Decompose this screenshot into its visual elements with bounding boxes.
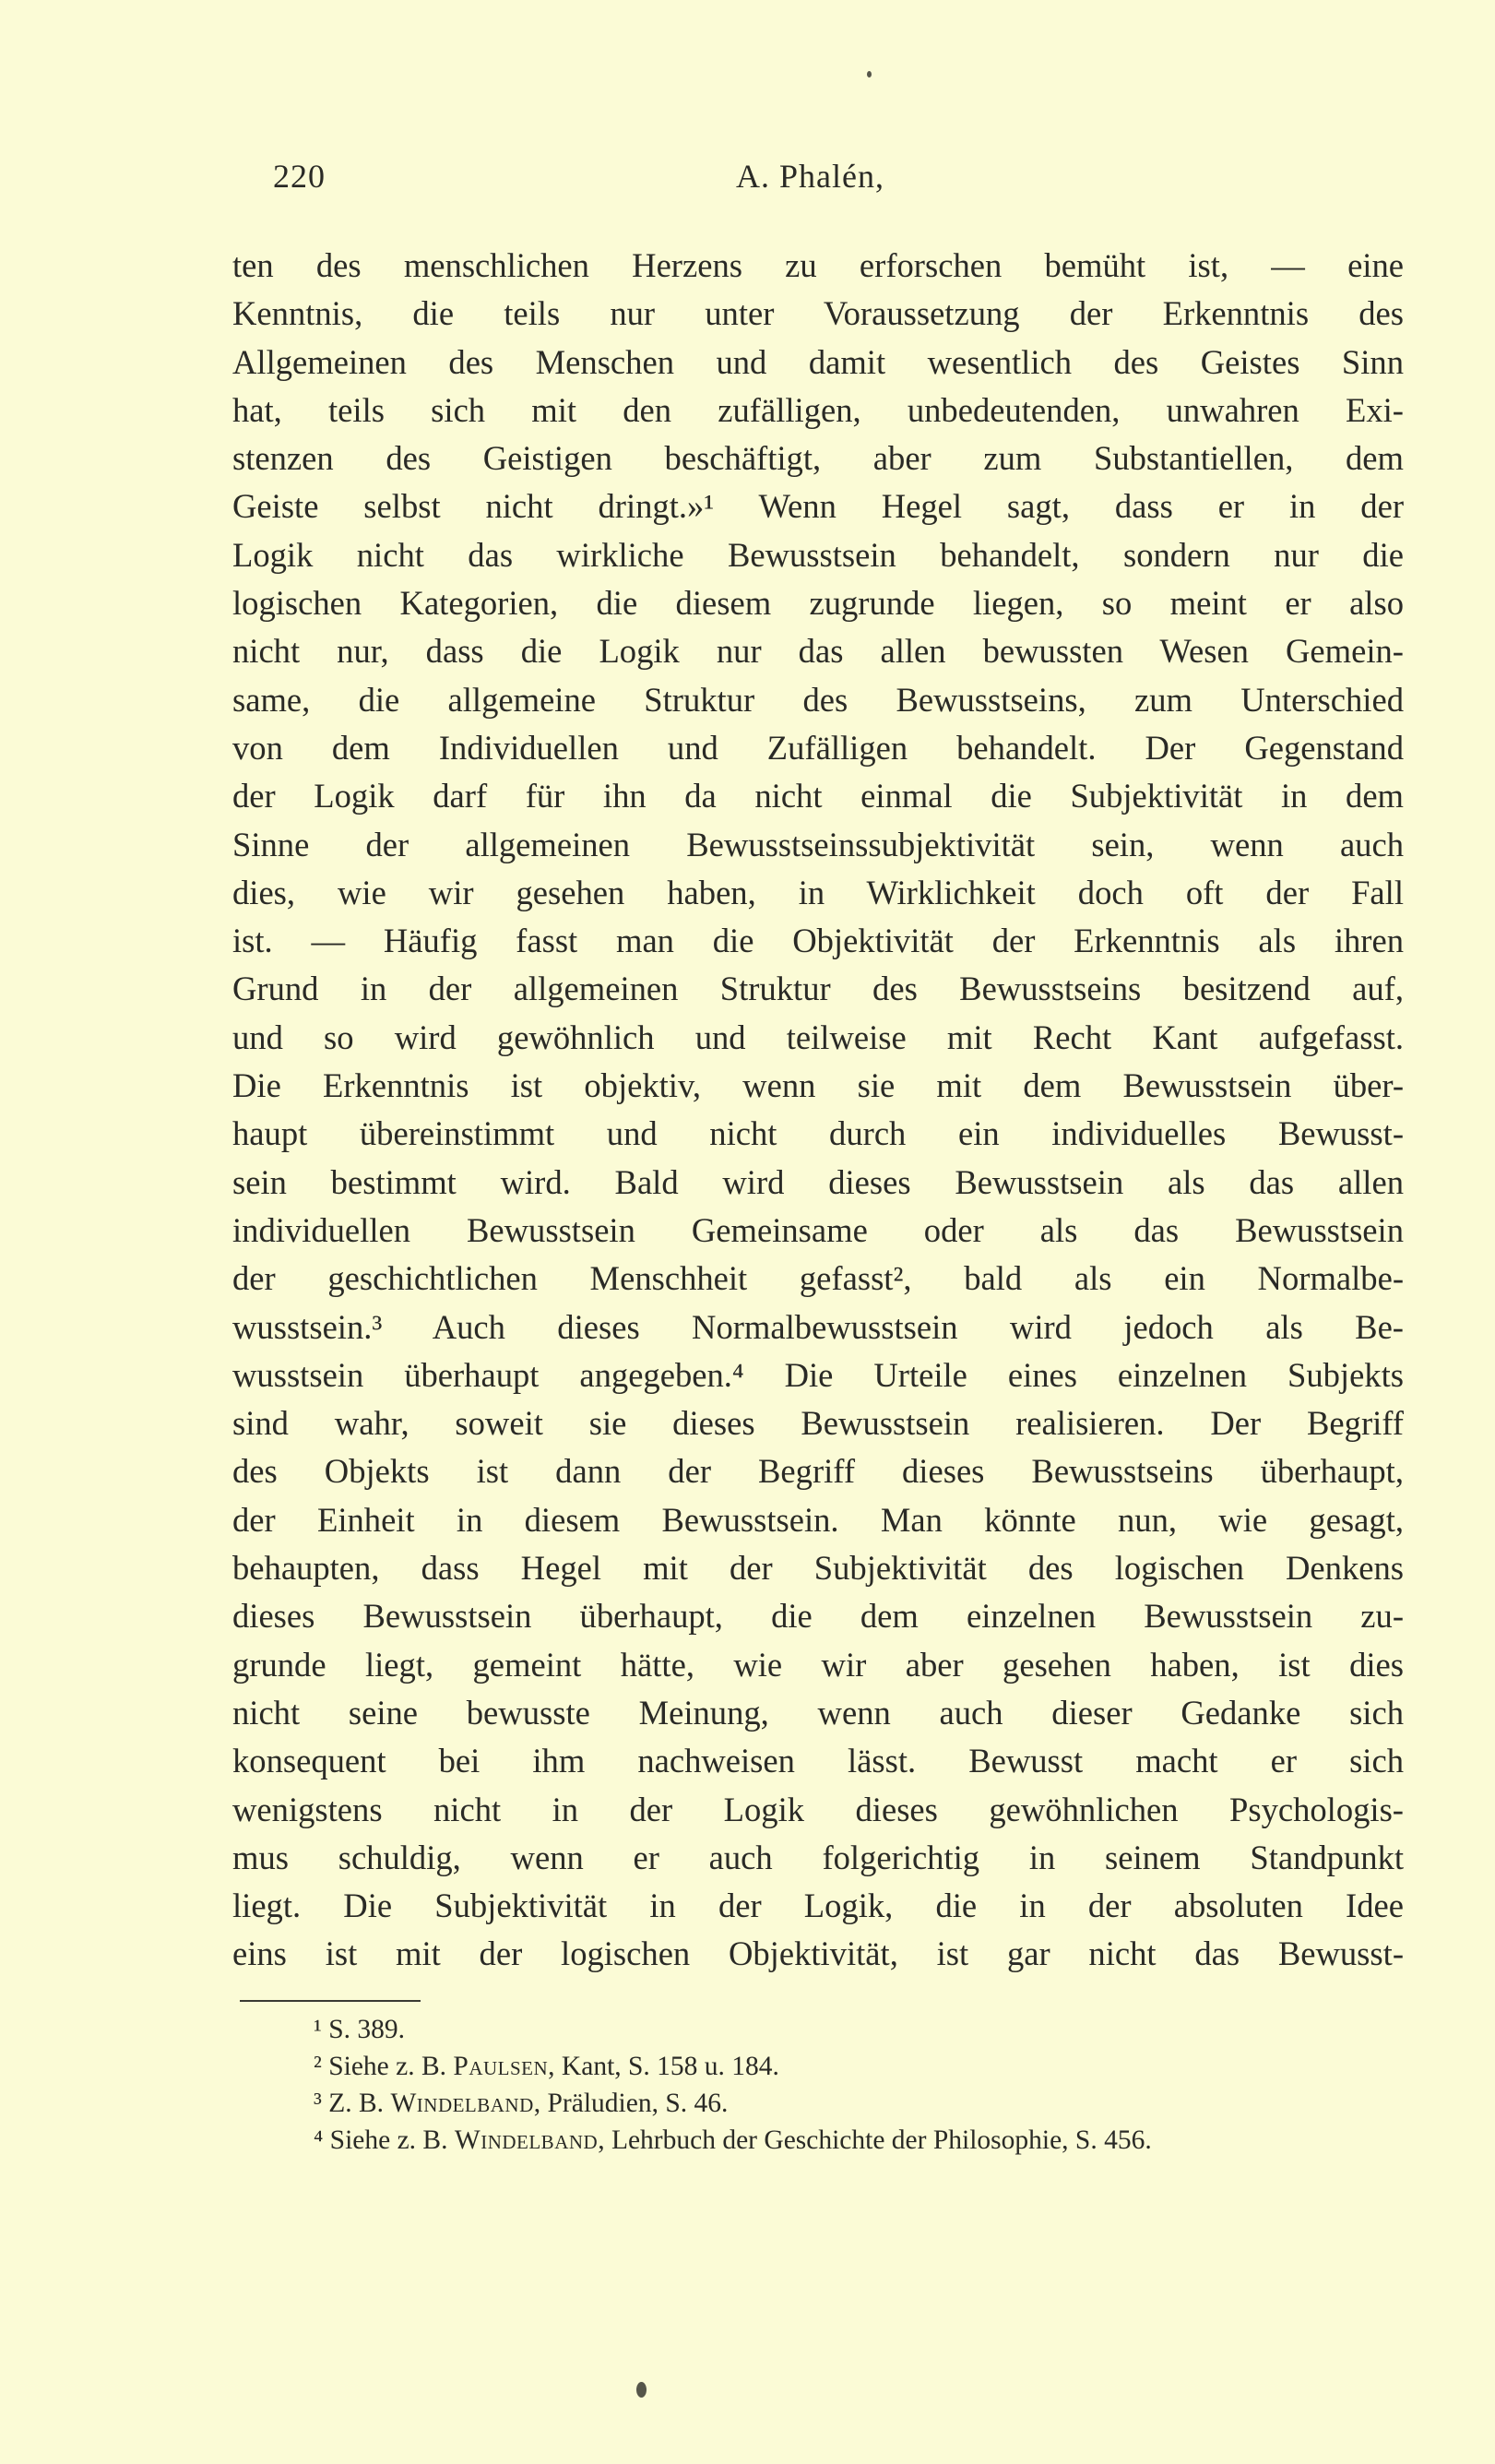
text-line: Die Erkenntnis ist objektiv, wenn sie mit dem Bewusstsein über- bbox=[232, 1066, 1404, 1105]
text-line: des Objekts ist dann der Begriff dieses Bewusstseins überhaupt, bbox=[232, 1452, 1404, 1491]
footnote bbox=[314, 2011, 1406, 2048]
text-line: wusstsein überhaupt angegeben.⁴ Die Urteile eines einzelnen Subjekts bbox=[232, 1355, 1404, 1394]
text-line: nicht seine bewusste Meinung, wenn auch dieser Gedanke sich bbox=[232, 1693, 1404, 1732]
text-line: Sinne der allgemeinen Bewusstseinssubjektivität sein, wenn auch bbox=[232, 825, 1404, 863]
text-line: individuellen Bewusstsein Gemeinsame oder als das Bewusstsein bbox=[232, 1210, 1404, 1249]
page-number: 220 bbox=[273, 158, 326, 195]
text-line: Kenntnis, die teils nur unter Voraussetzung der Erkenntnis des bbox=[232, 294, 1404, 333]
text-line: sind wahr, soweit sie dieses Bewusstsein realisieren. Der Begriff bbox=[232, 1404, 1404, 1443]
print-speck bbox=[636, 2382, 647, 2398]
text-line: dies, wie wir gesehen haben, in Wirklichkeit doch oft der Fall bbox=[232, 873, 1404, 911]
author-name: Windelband bbox=[390, 2089, 534, 2118]
print-speck bbox=[867, 71, 872, 77]
text-line: wusstsein.³ Auch dieses Normalbewusstsein wird jedoch als Be- bbox=[232, 1307, 1404, 1346]
running-head bbox=[232, 157, 1404, 199]
footnotes bbox=[314, 2011, 1406, 2159]
text-line: sein bestimmt wird. Bald wird dieses Bewusstsein als das allen bbox=[232, 1162, 1404, 1201]
text-line: hat, teils sich mit den zufälligen, unbedeutenden, unwahren Exi- bbox=[232, 390, 1404, 429]
text-line: Allgemeinen des Menschen und damit wesentlich des Geistes Sinn bbox=[232, 342, 1404, 381]
text-line: dieses Bewusstsein überhaupt, die dem einzelnen Bewusstsein zu- bbox=[232, 1597, 1404, 1636]
footnote bbox=[314, 2085, 1406, 2122]
footnote-mark: ¹ bbox=[314, 2015, 322, 2044]
footnote-text: , Kant, S. 158 u. 184. bbox=[548, 2052, 779, 2081]
text-line: logischen Kategorien, die diesem zugrunde liegen, so meint er also bbox=[232, 584, 1404, 623]
author-name: Paulsen bbox=[453, 2052, 549, 2081]
text-line: konsequent bei ihm nachweisen lässt. Bewusst macht er sich bbox=[232, 1742, 1404, 1780]
text-line: mus schuldig, wenn er auch folgerichtig in seinem Standpunkt bbox=[232, 1838, 1404, 1876]
footnote-mark: ³ bbox=[314, 2089, 322, 2118]
text-line: liegt. Die Subjektivität in der Logik, die in der absoluten Idee bbox=[232, 1887, 1404, 1925]
footnote-text: , Lehrbuch der Geschichte der Philosophie, S. 456. bbox=[598, 2125, 1152, 2155]
text-line: der geschichtlichen Menschheit gefasst², bald als ein Normalbe- bbox=[232, 1259, 1404, 1298]
text-line: behaupten, dass Hegel mit der Subjektivität des logischen Denkens bbox=[232, 1549, 1404, 1588]
footnote-text: Z. B. bbox=[321, 2089, 391, 2118]
text-line: und so wird gewöhnlich und teilweise mit Recht Kant aufgefasst. bbox=[232, 1018, 1404, 1056]
footnote-text: Siehe z. B. bbox=[321, 2052, 454, 2081]
text-line: eins ist mit der logischen Objektivität, ist gar nicht das Bewusst- bbox=[232, 1934, 1404, 1973]
footnote-text: , Präludien, S. 46. bbox=[533, 2089, 729, 2118]
footnote-rule bbox=[240, 2000, 421, 2002]
body-text bbox=[232, 242, 1404, 1979]
text-line: nicht nur, dass die Logik nur das allen bewussten Wesen Gemein- bbox=[232, 632, 1404, 671]
author-name: Windelband bbox=[454, 2125, 599, 2155]
text-line: grunde liegt, gemeint hätte, wie wir aber gesehen haben, ist dies bbox=[232, 1645, 1404, 1684]
footnote-text: S. 389. bbox=[321, 2015, 406, 2044]
text-line: von dem Individuellen und Zufälligen behandelt. Der Gegenstand bbox=[232, 728, 1404, 767]
footnote bbox=[314, 2122, 1406, 2159]
text-line: same, die allgemeine Struktur des Bewusstseins, zum Unterschied bbox=[232, 680, 1404, 719]
text-line: Grund in der allgemeinen Struktur des Bewusstseins besitzend auf, bbox=[232, 970, 1404, 1008]
footnote-mark: ² bbox=[314, 2052, 322, 2081]
text-line: der Logik darf für ihn da nicht einmal die Subjektivität in dem bbox=[232, 777, 1404, 815]
footnote-mark: ⁴ bbox=[314, 2125, 324, 2155]
text-line: ist. — Häufig fasst man die Objektivität der Erkenntnis als ihren bbox=[232, 922, 1404, 960]
text-line: wenigstens nicht in der Logik dieses gewöhnlichen Psychologis- bbox=[232, 1790, 1404, 1828]
text-line: haupt übereinstimmt und nicht durch ein individuelles Bewusst- bbox=[232, 1114, 1404, 1153]
text-line: Geiste selbst nicht dringt.»¹ Wenn Hegel sagt, dass er in der bbox=[232, 487, 1404, 526]
footnote-text: Siehe z. B. bbox=[323, 2125, 455, 2155]
footnote bbox=[314, 2048, 1406, 2085]
text-line: ten des menschlichen Herzens zu erforschen bemüht ist, — eine bbox=[232, 246, 1404, 284]
running-title: A. Phalén, bbox=[736, 158, 884, 195]
text-line: Logik nicht das wirkliche Bewusstsein behandelt, sondern nur die bbox=[232, 535, 1404, 574]
text-line: stenzen des Geistigen beschäftigt, aber zum Substantiellen, dem bbox=[232, 439, 1404, 478]
text-line: der Einheit in diesem Bewusstsein. Man könnte nun, wie gesagt, bbox=[232, 1500, 1404, 1539]
